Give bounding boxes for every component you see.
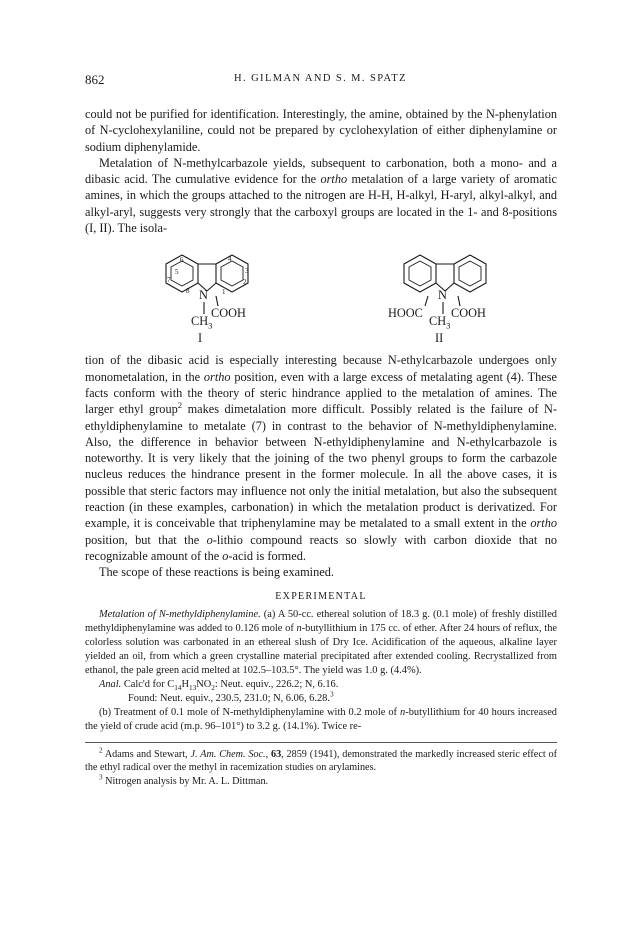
paragraph-1: could not be purified for identification. Interestingly, the amine, obtained by the N-phenylation of N-cyclohexylaniline, could not be prepared by cyclohexylation of either diphenylamine or sodium diphenylamide. — [85, 107, 557, 154]
paragraph-2-text-a: Metalation of N-methylcarbazole yields, subsequent to carbonation, both a mono- and a dibasic acid. The cumulative evidence for the — [85, 155, 557, 187]
compound-ii-nitrogen: N — [438, 288, 447, 303]
experimental-para-a: Metalation of N-methyldiphenylamine. (a) A 50-cc. ethereal solution of 18.3 g. (0.1 mole) of freshly distilled methyldiphenylamine was added to 0.126 mole of n-butyllithium in 175 cc. of ether. After 24 hours of reflux, the colorless solution was carbonated in an ethereal slush of Dry Ice. Acidification of the aqueous, alkaline layer yielded an oil, from which a green crystalline material precipitated after extended cooling. Recrystallized from ethanol, the pale green acid melted at 102.5–103.5°. The yield was 1.0 g. (4.4%). — [85, 608, 558, 676]
article-body — [85, 106, 557, 788]
paragraph-2 — [85, 155, 557, 236]
compound-i-cooh: COOH — [211, 306, 246, 321]
structure-drawings — [85, 238, 557, 350]
compound-ii-left-inner — [409, 261, 431, 286]
paragraph-2-text-b: metalation of a large variety of aromatic amines, in which the groups attached to the nitrogen are H-H, H-alkyl, H-aryl, alkyl-alkyl, and alkyl-aryl, suggests very strongly that the carboxyl groups are located in the 1- and 8-positions (I, II). The isola- — [85, 172, 557, 236]
footnote-2: $^2$ Adams and Stewart, J. Am. Chem. Soc., 63, 2859 (1941), demonstrated the markedly increased steric effect of the ethyl radical over the methyl in racemization studies on arylamines. — [85, 746, 557, 774]
compound-ii-label: II — [435, 331, 444, 346]
paragraph-3: tion of the dibasic acid is especially interesting because N-ethylcarbazole undergoes only monometalation, in the ortho position, even with a large excess of metalating agent (4). These facts conform with the theory of steric hindrance applied to the metalation of amines. The larger ethyl group$^2$ makes dimetalation more difficult. Possibly related is the failure of N-ethyldiphenylamine to metalate (7) in contrast to the behavior of N-methyldiphenylamine. Also, the difference in behavior between N-ethyldiphenylamine and N-ethylcarbazole is noteworthy. It is very likely that the joining of the two phenyl groups to form the carbazole nucleus reduces the hindrance present in the former molecule. In all the above cases, it is possible that steric factors may influence not only the initial metalation, but also the subsequent reaction (in these examples, carbonation) in which the metalation product is derivatized. For example, it is conceivable that triphenylamine may be metalated to a small extent in the ortho position, but that the o-lithio compound reacts so slowly with carbon dioxide that no recognizable amount of the o-acid is formed. — [85, 353, 558, 563]
compound-ii-hooc: HOOC — [388, 306, 423, 321]
ring-number-6: 6 — [180, 256, 184, 265]
ring-number-2: 2 — [243, 278, 247, 287]
ring-number-3: 3 — [245, 267, 249, 276]
compound-i-ch3: $CH_3$ — [191, 314, 213, 331]
compound-ii-cooh: COOH — [451, 306, 486, 321]
footnote-ref-2: 2 — [177, 400, 183, 411]
compound-i-right-inner — [221, 261, 243, 286]
footnote-3: $^3$ Nitrogen analysis by Mr. A. L. Dittman. — [99, 773, 269, 787]
ring-number-7: 7 — [167, 276, 171, 285]
running-title: H. GILMAN AND S. M. SPATZ — [234, 73, 407, 84]
compound-i-label: I — [198, 331, 203, 346]
experimental-heading: EXPERIMENTAL — [275, 590, 367, 602]
paragraph-4: The scope of these reactions is being examined. — [99, 565, 334, 580]
analysis-calc: Anal. Calc'd for $C_{14}H_{13}NO_2$: Neut. equiv., 226.2; N, 6.16. — [99, 678, 339, 692]
compound-i-nitrogen: N — [199, 288, 208, 303]
italic-ortho: ortho — [320, 172, 348, 187]
ring-number-8: 8 — [186, 287, 190, 296]
ring-number-1: 1 — [222, 288, 226, 297]
analysis-found: Found: Neut. equiv., 230.5, 231.0; N, 6.06, 6.28.$^3$ — [128, 690, 334, 704]
compound-ii-right-inner — [459, 261, 481, 286]
ring-number-4: 4 — [228, 255, 232, 264]
footnote-divider — [85, 742, 557, 743]
experimental-para-b: (b) Treatment of 0.1 mole of N-methyldiphenylamine with 0.2 mole of n-butyllithium for 40 hours increased the yield of crude acid (m.p. 96–101°) to 3.2 g. (14.1%). Twice re- — [85, 706, 557, 732]
running-head — [85, 72, 556, 88]
page-number: 862 — [85, 72, 105, 87]
compound-ii-ch3: $CH_3$ — [429, 314, 451, 331]
chemical-structures-figure — [85, 238, 557, 350]
ring-number-5: 5 — [175, 268, 179, 277]
